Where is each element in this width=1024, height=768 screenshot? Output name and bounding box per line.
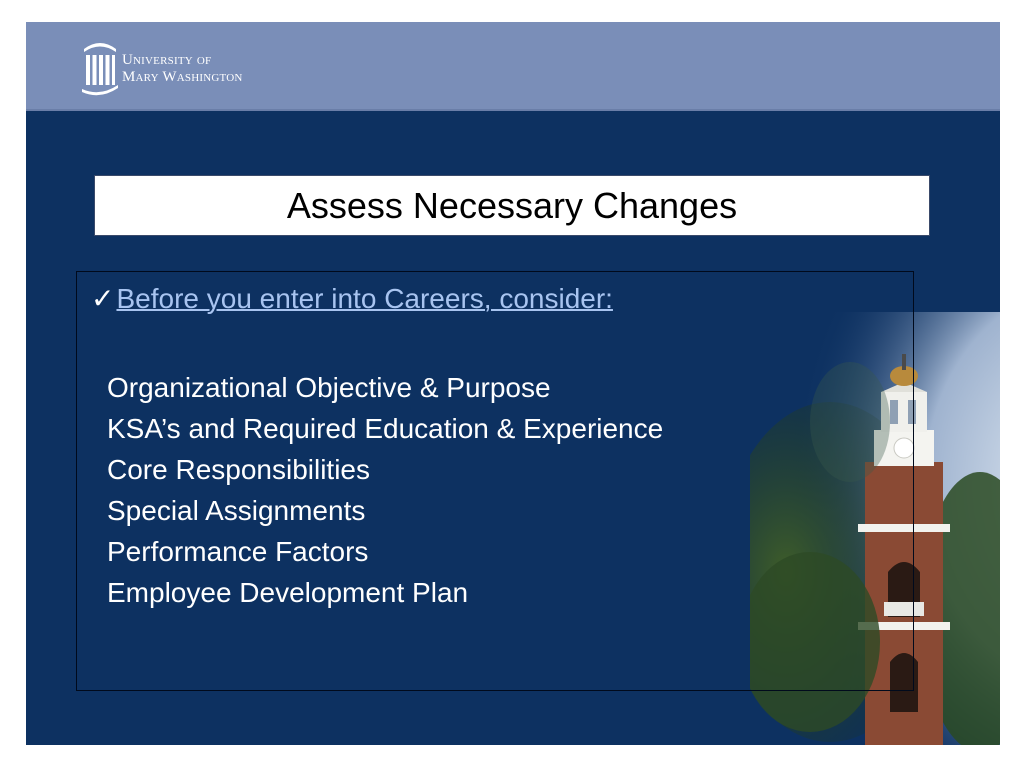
slide-title: Assess Necessary Changes	[286, 185, 738, 226]
list-item: Core Responsibilities	[107, 454, 371, 485]
university-logo	[80, 35, 320, 97]
list-item: Performance Factors	[107, 536, 369, 567]
list-item: Employee Development Plan	[107, 577, 469, 608]
columns-logo-icon	[80, 35, 120, 97]
list-item: Organizational Objective & Purpose	[107, 372, 551, 403]
title-box	[94, 175, 930, 236]
consideration-list	[107, 367, 663, 613]
content-box	[76, 271, 914, 691]
lead-line	[91, 282, 613, 315]
lead-text: Before you enter into Careers, consider:	[116, 283, 613, 314]
logo-line-1: University of	[122, 52, 212, 68]
logo-wordmark	[122, 52, 243, 86]
check-mark-icon: ✓	[91, 283, 115, 314]
list-item: Special Assignments	[107, 495, 366, 526]
header-band	[26, 22, 1000, 111]
logo-line-2: Mary Washington	[122, 69, 243, 85]
list-item: KSA’s and Required Education & Experience	[107, 413, 664, 444]
slide	[26, 22, 1000, 745]
